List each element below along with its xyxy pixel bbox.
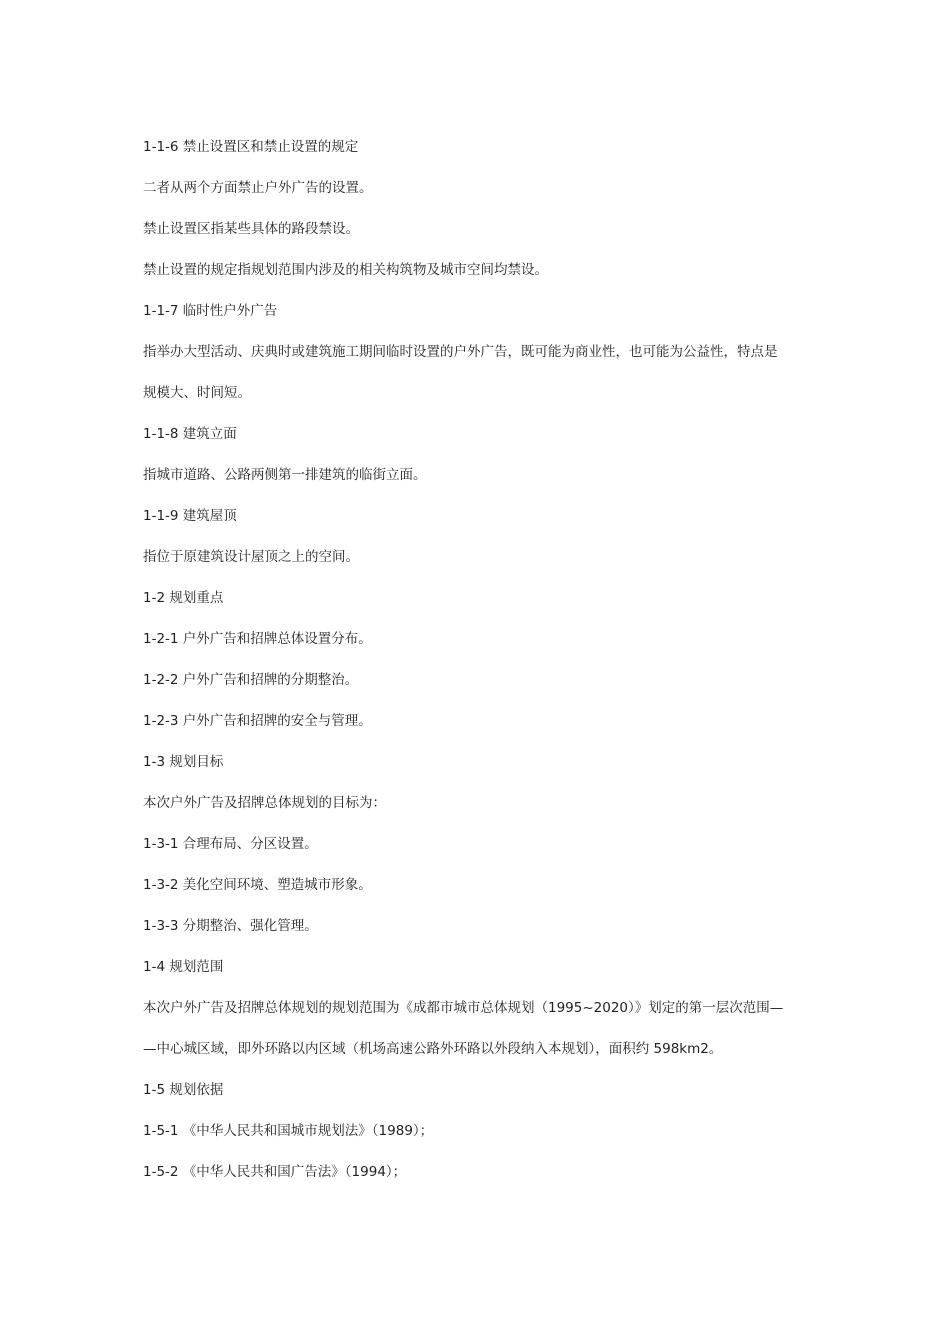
paragraph: 禁止设置区指某些具体的路段禁设。 bbox=[143, 221, 359, 237]
paragraph: 本次户外广告及招牌总体规划的目标为： bbox=[143, 795, 386, 811]
paragraph: 指位于原建筑设计屋顶之上的空间。 bbox=[143, 549, 359, 565]
heading-1-3: 1-3 规划目标 bbox=[143, 754, 224, 770]
heading-1-5: 1-5 规划依据 bbox=[143, 1082, 224, 1098]
list-item: 1-2-1 户外广告和招牌总体设置分布。 bbox=[143, 631, 372, 647]
heading-1-1-8: 1-1-8 建筑立面 bbox=[143, 426, 237, 442]
paragraph: 二者从两个方面禁止户外广告的设置。 bbox=[143, 180, 373, 196]
list-item: 1-3-3 分期整治、强化管理。 bbox=[143, 918, 318, 934]
list-item: 1-2-3 户外广告和招牌的安全与管理。 bbox=[143, 713, 372, 729]
paragraph: 禁止设置的规定指规划范围内涉及的相关构筑物及城市空间均禁设。 bbox=[143, 262, 548, 278]
heading-1-2: 1-2 规划重点 bbox=[143, 590, 224, 606]
paragraph-continuation: —中心城区域，即外环路以内区域（机场高速公路外环路以外段纳入本规划），面积约 598km2。 bbox=[143, 1041, 723, 1057]
list-item: 1-3-2 美化空间环境、塑造城市形象。 bbox=[143, 877, 372, 893]
paragraph: 指城市道路、公路两侧第一排建筑的临街立面。 bbox=[143, 467, 427, 483]
list-item: 1-3-1 合理布局、分区设置。 bbox=[143, 836, 318, 852]
paragraph-continuation: 规模大、时间短。 bbox=[143, 385, 251, 401]
heading-1-1-7: 1-1-7 临时性户外广告 bbox=[143, 303, 278, 319]
paragraph: 指举办大型活动、庆典时或建筑施工期间临时设置的户外广告，既可能为商业性，也可能为公益性，特点是 bbox=[143, 344, 778, 360]
list-item: 1-5-1 《中华人民共和国城市规划法》（1989）； bbox=[143, 1123, 434, 1139]
paragraph: 本次户外广告及招牌总体规划的规划范围为《成都市城市总体规划（1995~2020）》划定的第一层次范围— bbox=[143, 1000, 784, 1016]
list-item: 1-2-2 户外广告和招牌的分期整治。 bbox=[143, 672, 359, 688]
list-item: 1-5-2 《中华人民共和国广告法》（1994）； bbox=[143, 1164, 407, 1180]
document-body bbox=[143, 127, 815, 1193]
heading-1-1-6: 1-1-6 禁止设置区和禁止设置的规定 bbox=[143, 139, 359, 155]
heading-1-1-9: 1-1-9 建筑屋顶 bbox=[143, 508, 237, 524]
heading-1-4: 1-4 规划范围 bbox=[143, 959, 224, 975]
